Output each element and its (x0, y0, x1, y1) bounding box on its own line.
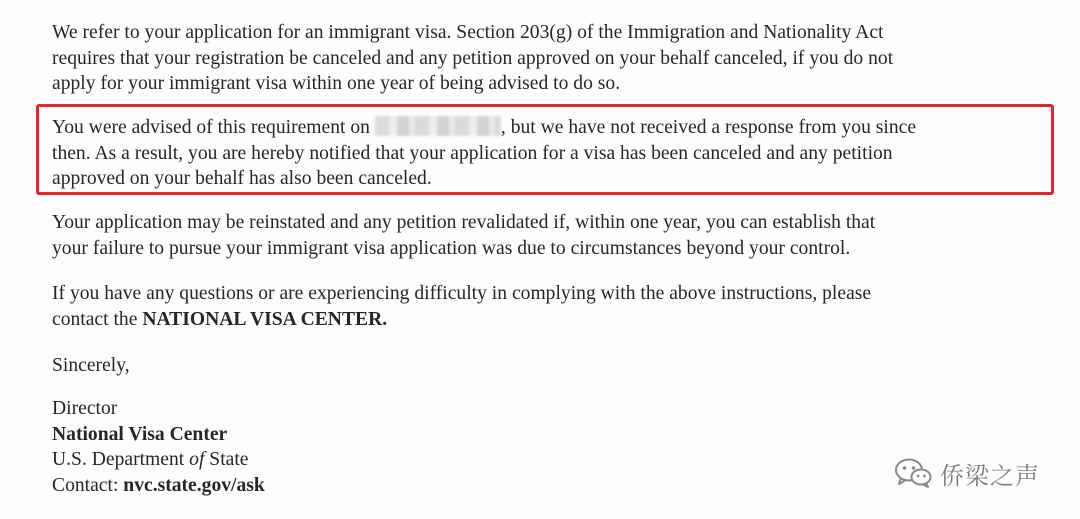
contact-link[interactable]: nvc.state.gov/ask (123, 474, 265, 496)
text-segment: contact the (52, 308, 138, 330)
text-segment: State (209, 449, 249, 470)
contact-label: Contact: (52, 474, 119, 496)
text-segment: You were advised of this requirement on (52, 117, 370, 138)
watermark (894, 455, 1040, 491)
paragraph-reinstatement (52, 210, 875, 261)
text-line: requires that your registration be canceled and any petition approved on your behalf canceled, if you do not (52, 47, 894, 69)
signature-org: National Visa Center (52, 423, 228, 445)
nvc-name-bold: NATIONAL VISA CENTER. (142, 308, 388, 330)
text-line: Your application may be reinstated and any petition revalidated if, within one year, you can establish that (52, 212, 876, 233)
text-line: then. As a result, you are hereby notified that your application for a visa has been canceled and any petition (52, 142, 893, 164)
signature-contact (52, 473, 265, 499)
redacted-date (375, 116, 501, 136)
text-segment: , but we have not received a response from you since (500, 117, 917, 138)
text-line (52, 307, 871, 333)
wechat-icon (894, 457, 932, 489)
text-line: apply for your immigrant visa within one year of being advised to do so. (52, 73, 621, 94)
text-line (52, 115, 916, 141)
signature-dept (52, 447, 265, 473)
paragraph-application-notice (52, 20, 893, 97)
paragraph-cancellation-notice (52, 115, 916, 192)
text-line: approved on your behalf has also been canceled. (52, 168, 432, 189)
signature-title: Director (52, 398, 118, 419)
text-segment: U.S. Department (52, 449, 185, 470)
closing-text: Sincerely, (52, 355, 130, 376)
text-segment-italic: of (189, 449, 205, 470)
closing (52, 353, 130, 379)
watermark-text: 侨梁之声 (940, 461, 1040, 490)
signature-block (52, 396, 265, 498)
paragraph-contact (52, 281, 871, 332)
text-line: your failure to pursue your immigrant visa application was due to circumstances beyond your control. (52, 237, 851, 259)
text-line: We refer to your application for an immigrant visa. Section 203(g) of the Immigration and Nationality Act (52, 22, 884, 43)
text-line: If you have any questions or are experiencing difficulty in complying with the above instructions, please (52, 283, 872, 304)
